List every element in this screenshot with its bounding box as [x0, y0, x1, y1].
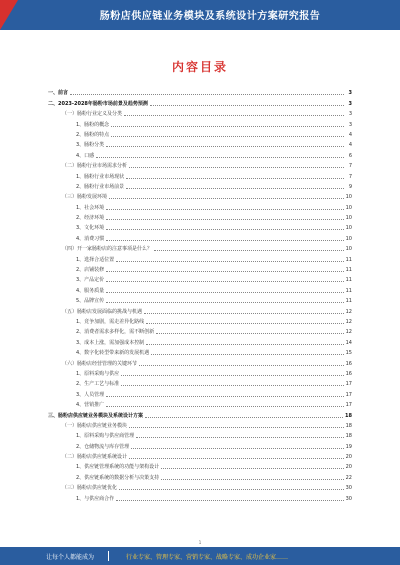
toc-entry[interactable] — [48, 325, 352, 335]
toc-entry-label: 2、肠粉的特点 — [76, 131, 110, 138]
toc-leader-dots — [126, 178, 344, 179]
toc-entry[interactable] — [48, 128, 352, 138]
toc-entry-label: 2、仓储物流与库存管理 — [76, 443, 130, 450]
toc-leader-dots — [129, 427, 344, 428]
toc-entry-page: 18 — [345, 433, 352, 440]
toc-leader-dots — [121, 375, 343, 376]
toc-leader-dots — [106, 219, 343, 220]
toc-leader-dots — [126, 188, 344, 189]
toc-entry-page: 30 — [345, 495, 352, 502]
toc-leader-dots — [124, 115, 344, 116]
toc-entry-label: 1、与供应商合作 — [76, 495, 115, 502]
toc-entry-label: 4、服务质量 — [76, 287, 105, 294]
toc-entry-label: （一）肠粉行业定义及分类 — [62, 111, 123, 118]
toc-entry-label: 3、肠粉分类 — [76, 142, 105, 149]
toc-entry[interactable] — [48, 273, 352, 283]
toc-entry-label: 1、供应链管理系统的功能与架构设计 — [76, 464, 160, 471]
toc-entry[interactable] — [48, 377, 352, 387]
toc-leader-dots — [106, 271, 343, 272]
toc-leader-dots — [109, 198, 344, 199]
toc-leader-dots — [151, 354, 343, 355]
toc-entry-label: 1、原料采购与供应商管理 — [76, 433, 135, 440]
toc-leader-dots — [106, 292, 343, 293]
toc-entry[interactable] — [48, 221, 352, 231]
toc-entry-page: 20 — [345, 464, 352, 471]
toc-entry-label: 1、原料采购与供应 — [76, 370, 120, 377]
toc-entry-page: 7 — [348, 173, 352, 180]
toc-heading: 内容目录 — [171, 60, 228, 74]
toc-entry[interactable] — [48, 107, 352, 117]
toc-entry-page: 12 — [345, 318, 352, 325]
page-number: 1 — [198, 540, 202, 545]
toc-entry[interactable] — [48, 439, 352, 449]
toc-entry-label: （一）肠粉店供应链业务模块 — [62, 422, 128, 429]
toc-leader-dots — [111, 126, 344, 127]
toc-entry-page: 6 — [348, 152, 352, 159]
toc-entry-label: 2、店铺装修 — [76, 267, 105, 274]
toc-entry-label: 4、数字化转型带来新的发展机遇 — [76, 350, 150, 357]
toc-entry[interactable] — [48, 263, 352, 273]
toc-entry[interactable] — [48, 86, 352, 96]
toc-entry[interactable] — [48, 190, 352, 200]
toc-entry-page: 10 — [345, 194, 352, 201]
toc-entry-label: 2、经济环境 — [76, 215, 105, 222]
report-title: 肠粉店供应链业务模块及系统设计方案研究报告 — [99, 11, 321, 22]
toc-entry-label: 三、肠粉店供应链业务模块及系统设计方案 — [48, 412, 144, 419]
toc-entry[interactable] — [48, 294, 352, 304]
toc-entry-label: 1、肠粉的概念 — [76, 121, 110, 128]
toc-entry[interactable] — [48, 419, 352, 429]
toc-entry[interactable] — [48, 367, 352, 377]
toc-entry-label: 1、选择合适位置 — [76, 256, 115, 263]
toc-leader-dots — [161, 468, 343, 469]
toc-entry-label: （三）肠粉店供应链优化 — [62, 485, 118, 492]
toc-leader-dots — [106, 281, 343, 282]
toc-entry-page: 22 — [345, 474, 352, 481]
footer-slogan-left: 让每个人都能成为 — [46, 554, 95, 561]
toc-entry-label: 2、肠粉行业市场前景 — [76, 183, 125, 190]
footer-slogan-right: 行业专家、管理专家、营销专家、战略专家、成功企业家…… — [126, 554, 289, 561]
toc-entry[interactable] — [48, 231, 352, 241]
toc-entry-page: 9 — [348, 183, 352, 190]
toc-leader-dots — [145, 417, 343, 418]
toc-entry[interactable] — [48, 356, 352, 366]
toc-entry-page: 3 — [348, 111, 352, 118]
toc-entry-label: 2、生产工艺与标准 — [76, 381, 120, 388]
toc-leader-dots — [106, 229, 343, 230]
toc-leader-dots — [116, 500, 343, 501]
toc-entry-page: 3 — [348, 121, 352, 128]
toc-entry-page: 10 — [345, 246, 352, 253]
toc-entry-page: 15 — [345, 350, 352, 357]
toc-entry-label: 1、肠粉行业市场现状 — [76, 173, 125, 180]
toc-entry[interactable] — [48, 481, 352, 491]
toc-leader-dots — [119, 489, 344, 490]
toc-entry-label: 3、成本上涨，需加强成本控制 — [76, 339, 145, 346]
toc-entry-page: 17 — [345, 402, 352, 409]
toc-entry-label: 4、消费习惯 — [76, 235, 105, 242]
toc-entry[interactable] — [48, 304, 352, 314]
toc-entry-label: 3、人员管理 — [76, 391, 105, 398]
toc-entry[interactable] — [48, 335, 352, 345]
toc-entry-page: 10 — [345, 235, 352, 242]
header-red-accent — [0, 0, 18, 30]
toc-entry[interactable] — [48, 211, 352, 221]
toc-entry-page: 17 — [345, 391, 352, 398]
toc-leader-dots — [139, 365, 344, 366]
toc-entry-page: 14 — [345, 339, 352, 346]
toc-leader-dots — [106, 302, 343, 303]
toc-entry-label: （二）肠粉店供应链系统设计 — [62, 454, 128, 461]
toc-entry-page: 11 — [345, 287, 352, 294]
toc-leader-dots — [136, 437, 343, 438]
toc-entry-page: 11 — [345, 267, 352, 274]
toc-leader-dots — [144, 313, 344, 314]
toc-leader-dots — [106, 396, 343, 397]
toc-entry-page: 16 — [345, 360, 352, 367]
toc-entry[interactable] — [48, 200, 352, 210]
toc-leader-dots — [156, 333, 343, 334]
toc-entry[interactable] — [48, 117, 352, 127]
toc-entry[interactable] — [48, 429, 352, 439]
toc-entry-label: 一、前言 — [48, 90, 69, 97]
toc-entry-page: 18 — [345, 422, 352, 429]
toc-leader-dots — [146, 323, 343, 324]
toc-entry-label: 3、文化环境 — [76, 225, 105, 232]
toc-leader-dots — [111, 136, 344, 137]
toc-entry[interactable] — [48, 346, 352, 356]
toc-entry-page: 20 — [345, 454, 352, 461]
toc-entry-label: 二、2023-2028年肠粉市场前景及趋势预测 — [48, 100, 148, 107]
toc-leader-dots — [154, 250, 344, 251]
toc-entry[interactable] — [48, 159, 352, 169]
toc-leader-dots — [106, 146, 344, 147]
toc-leader-dots — [70, 94, 344, 95]
toc-entry-page: 4 — [348, 131, 352, 138]
toc-entry[interactable] — [48, 96, 352, 106]
toc-entry-page: 3 — [348, 100, 352, 107]
toc-entry-page: 16 — [345, 370, 352, 377]
footer-divider — [108, 551, 109, 561]
toc-entry-label: 1、竞争加剧，需走差异化路线 — [76, 318, 145, 325]
toc-entry-page: 10 — [345, 215, 352, 222]
toc-leader-dots — [96, 157, 344, 158]
toc-entry-page: 10 — [345, 204, 352, 211]
toc-entry-label: 4、营销推广 — [76, 402, 105, 409]
toc-leader-dots — [146, 344, 343, 345]
footer-band — [0, 547, 400, 565]
toc-leader-dots — [150, 105, 344, 106]
toc-entry[interactable] — [48, 460, 352, 470]
toc-entry-page: 12 — [345, 329, 352, 336]
toc-entry-label: 4、口感 — [76, 152, 95, 159]
toc-entry[interactable] — [48, 242, 352, 252]
toc-leader-dots — [161, 479, 343, 480]
toc-leader-dots — [106, 240, 343, 241]
toc-entry[interactable] — [48, 169, 352, 179]
toc-leader-dots — [106, 406, 343, 407]
toc-entry[interactable] — [48, 491, 352, 501]
toc-entry-page: 19 — [345, 443, 352, 450]
toc-entry-page: 17 — [345, 381, 352, 388]
toc-entry-page: 11 — [345, 298, 352, 305]
toc-entry-label: 1、社会环境 — [76, 204, 105, 211]
toc-leader-dots — [116, 261, 343, 262]
toc-entry[interactable] — [48, 450, 352, 460]
toc-entry-page: 30 — [345, 485, 352, 492]
toc-entry-page: 18 — [345, 412, 352, 419]
toc-entry-label: 2、消费者需求多样化，需不断创新 — [76, 329, 155, 336]
toc-entry-label: （六）肠粉店经营管理的关键环节 — [62, 360, 138, 367]
toc-entry-page: 7 — [348, 163, 352, 170]
toc-entry[interactable] — [48, 138, 352, 148]
toc-entry-page: 12 — [345, 308, 352, 315]
toc-entry[interactable] — [48, 387, 352, 397]
toc-entry[interactable] — [48, 315, 352, 325]
toc-entry-label: （五）肠粉店发展面临的挑战与机遇 — [62, 308, 143, 315]
toc-entry[interactable] — [48, 408, 352, 418]
toc-entry[interactable] — [48, 148, 352, 158]
toc-entry-label: 5、品牌宣传 — [76, 298, 105, 305]
table-of-contents — [48, 86, 352, 502]
toc-entry-page: 4 — [348, 142, 352, 149]
toc-entry-label: 3、产品定价 — [76, 277, 105, 284]
toc-entry-label: 2、供应链系统的数据分析与决策支持 — [76, 474, 160, 481]
toc-entry[interactable] — [48, 180, 352, 190]
toc-entry-label: （二）肠粉行业市场需求分析 — [62, 163, 128, 170]
toc-entry-page: 10 — [345, 225, 352, 232]
toc-entry[interactable] — [48, 252, 352, 262]
toc-entry-page: 11 — [345, 277, 352, 284]
toc-leader-dots — [106, 209, 343, 210]
toc-leader-dots — [121, 385, 343, 386]
toc-entry[interactable] — [48, 470, 352, 480]
toc-entry-page: 11 — [345, 256, 352, 263]
toc-entry[interactable] — [48, 398, 352, 408]
toc-entry-label: （四）开一家肠粉店的注意事项是什么？ — [62, 246, 153, 253]
toc-entry-label: （三）肠粉发展环境 — [62, 194, 108, 201]
toc-leader-dots — [129, 167, 344, 168]
toc-leader-dots — [129, 458, 344, 459]
toc-entry-page: 3 — [348, 90, 352, 97]
toc-leader-dots — [131, 448, 343, 449]
toc-entry[interactable] — [48, 283, 352, 293]
